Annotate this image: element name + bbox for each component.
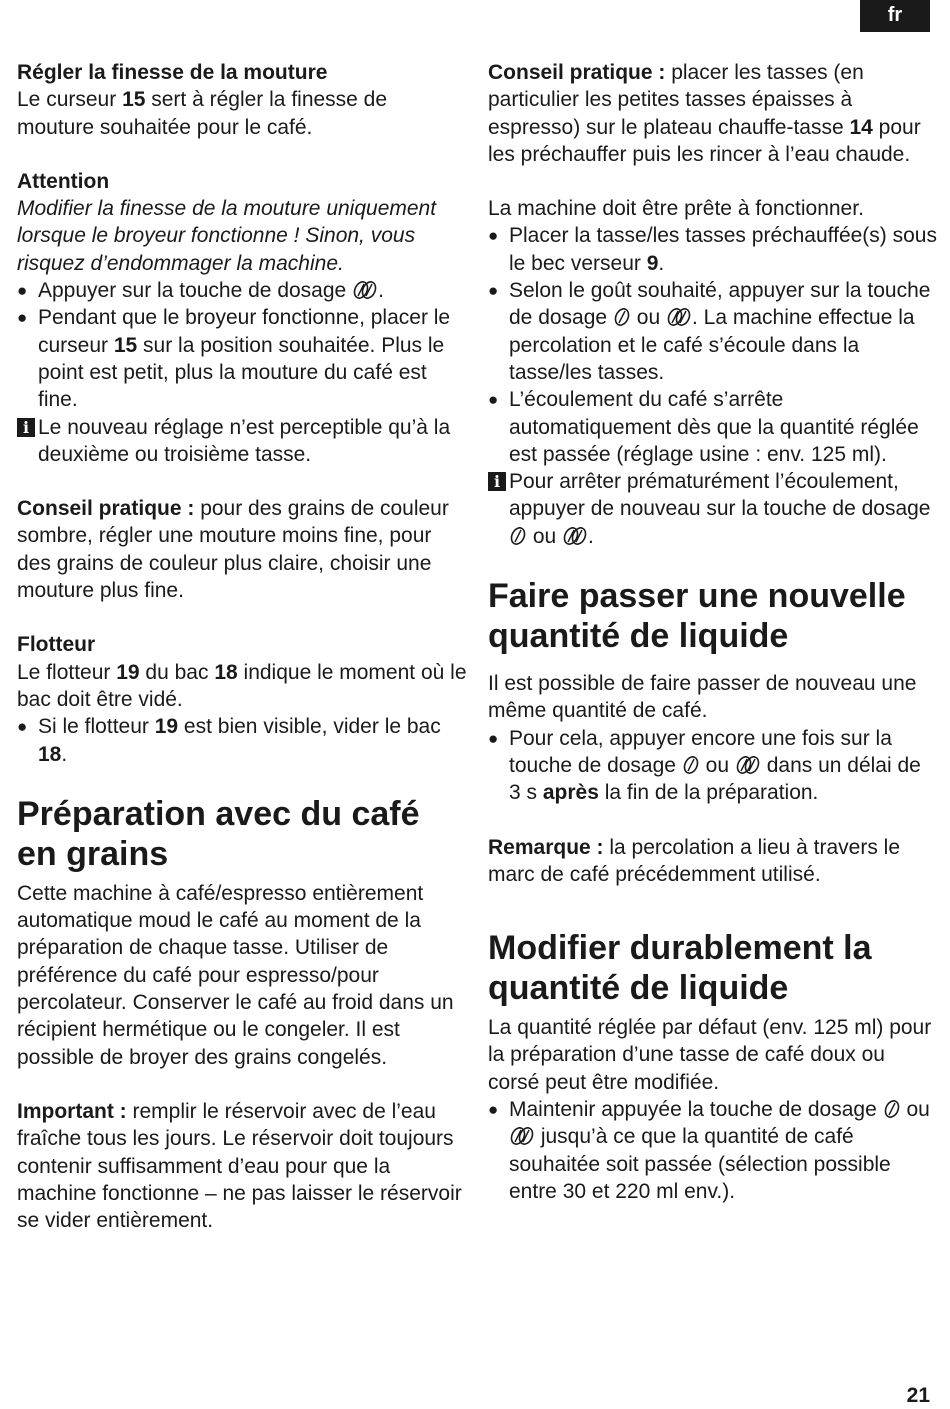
nouvelle-heading: Faire passer une nouvelle quantité de liquide xyxy=(488,577,906,656)
durable-text: La quantité réglée par défaut (env. 125 ml) pour la préparation d’une tasse de café doux ou corsé peut être modifiée. xyxy=(488,1016,932,1094)
flotteur-text: Le flotteur 19 du bac 18 indique le moment où le bac doit être vidé. xyxy=(17,660,467,711)
right-info: i Pour arrêter prématurément l’écoulement, appuyer de nouveau sur la touche de dosage ou . xyxy=(488,468,938,550)
language-label: fr xyxy=(887,4,903,27)
flotteur-bullet: ● Si le flotteur 19 est bien visible, vider le bac 18. xyxy=(17,713,467,768)
right-column xyxy=(488,59,938,1205)
right-bullet-1: ● Placer la tasse/les tasses préchauffée(s) sous le bec verseur 9. xyxy=(488,222,938,277)
attention-heading: Attention xyxy=(17,169,110,193)
single-bean-icon xyxy=(509,526,527,546)
nouvelle-text: Il est possible de faire passer de nouveau une même quantité de café. xyxy=(488,672,917,723)
double-bean-icon xyxy=(509,1126,535,1146)
flotteur-heading: Flotteur xyxy=(17,633,96,657)
preparation-text: Cette machine à café/espresso entièrement automatique moud le café au moment de la préparation de chaque tasse. Utiliser de préférence du café pour espresso/pour percolateur. Conserver le café au froid dans un récipient hermétique ou le congeler. Il est possible de broyer des grains congelés. xyxy=(17,881,454,1069)
double-bean-icon xyxy=(562,526,588,546)
double-bean-icon xyxy=(666,307,692,327)
attention-bullet-2: ● Pendant que le broyeur fonctionne, placer le curseur 15 sur la position souhaitée. Plus le point est petit, plus la mouture du café est fine. xyxy=(17,304,467,413)
language-tab xyxy=(860,0,930,32)
durable-bullet: ● Maintenir appuyée la touche de dosage ou jusqu’à ce que la quantité de café souhaitée soit passée (sélection possible entre 30 et 220 ml env.). xyxy=(488,1096,938,1205)
double-bean-icon xyxy=(735,755,761,775)
attention-bullet-1: ● Appuyer sur la touche de dosage . xyxy=(17,277,467,304)
single-bean-icon xyxy=(883,1099,901,1119)
conseil-right: Conseil pratique : placer les tasses (en particulier les petites tasses épaisses à espresso) sur le plateau chauffe-tasse 14 pour les préchauffer puis les rincer à l’eau chaude. xyxy=(488,61,921,166)
attention-info: i Le nouveau réglage n’est perceptible qu’à la deuxième ou troisième tasse. xyxy=(17,414,467,469)
durable-heading: Modifier durablement la quantité de liquide xyxy=(488,929,872,1008)
finesse-text: Le curseur 15 sert à régler la finesse de mouture souhaitée pour le café. xyxy=(17,88,388,139)
ready-text: La machine doit être prête à fonctionner. xyxy=(488,197,864,221)
attention-text: Modifier la finesse de la mouture uniquement lorsque le broyeur fonctionne ! Sinon, vous risquez d’endommager la machine. xyxy=(17,197,437,275)
double-bean-icon xyxy=(352,280,378,300)
page-number: 21 xyxy=(906,1384,930,1407)
conseil-left: Conseil pratique : pour des grains de couleur sombre, régler une mouture moins fine, pour des grains de couleur plus claire, choisir une mouture plus fine. xyxy=(17,497,449,603)
left-column xyxy=(17,59,467,1234)
right-bullet-2: ● Selon le goût souhaité, appuyer sur la touche de dosage ou . La machine effectue la percolation et le café s’écoule dans la tasse/les tasses. xyxy=(488,277,938,386)
info-icon: i xyxy=(17,418,35,437)
right-bullet-3: ● L’écoulement du café s’arrête automatiquement dès que la quantité réglée est passée (réglage usine : env. 125 ml). xyxy=(488,386,938,468)
preparation-heading: Préparation avec du café en grains xyxy=(17,794,420,873)
nouvelle-bullet: ● Pour cela, appuyer encore une fois sur la touche de dosage ou dans un délai de 3 s après la fin de la préparation. xyxy=(488,725,938,807)
single-bean-icon xyxy=(682,755,700,775)
important-note: Important : remplir le réservoir avec de l’eau fraîche tous les jours. Le réservoir doit toujours contenir suffisamment d’eau pour que la machine fonctionne – ne pas laisser le réservoir se vider entièrement. xyxy=(17,1099,462,1233)
finesse-heading: Régler la finesse de la mouture xyxy=(17,61,328,84)
single-bean-icon xyxy=(613,307,631,327)
info-icon: i xyxy=(488,472,506,491)
remarque-note: Remarque : la percolation a lieu à travers le marc de café précédemment utilisé. xyxy=(488,835,901,886)
